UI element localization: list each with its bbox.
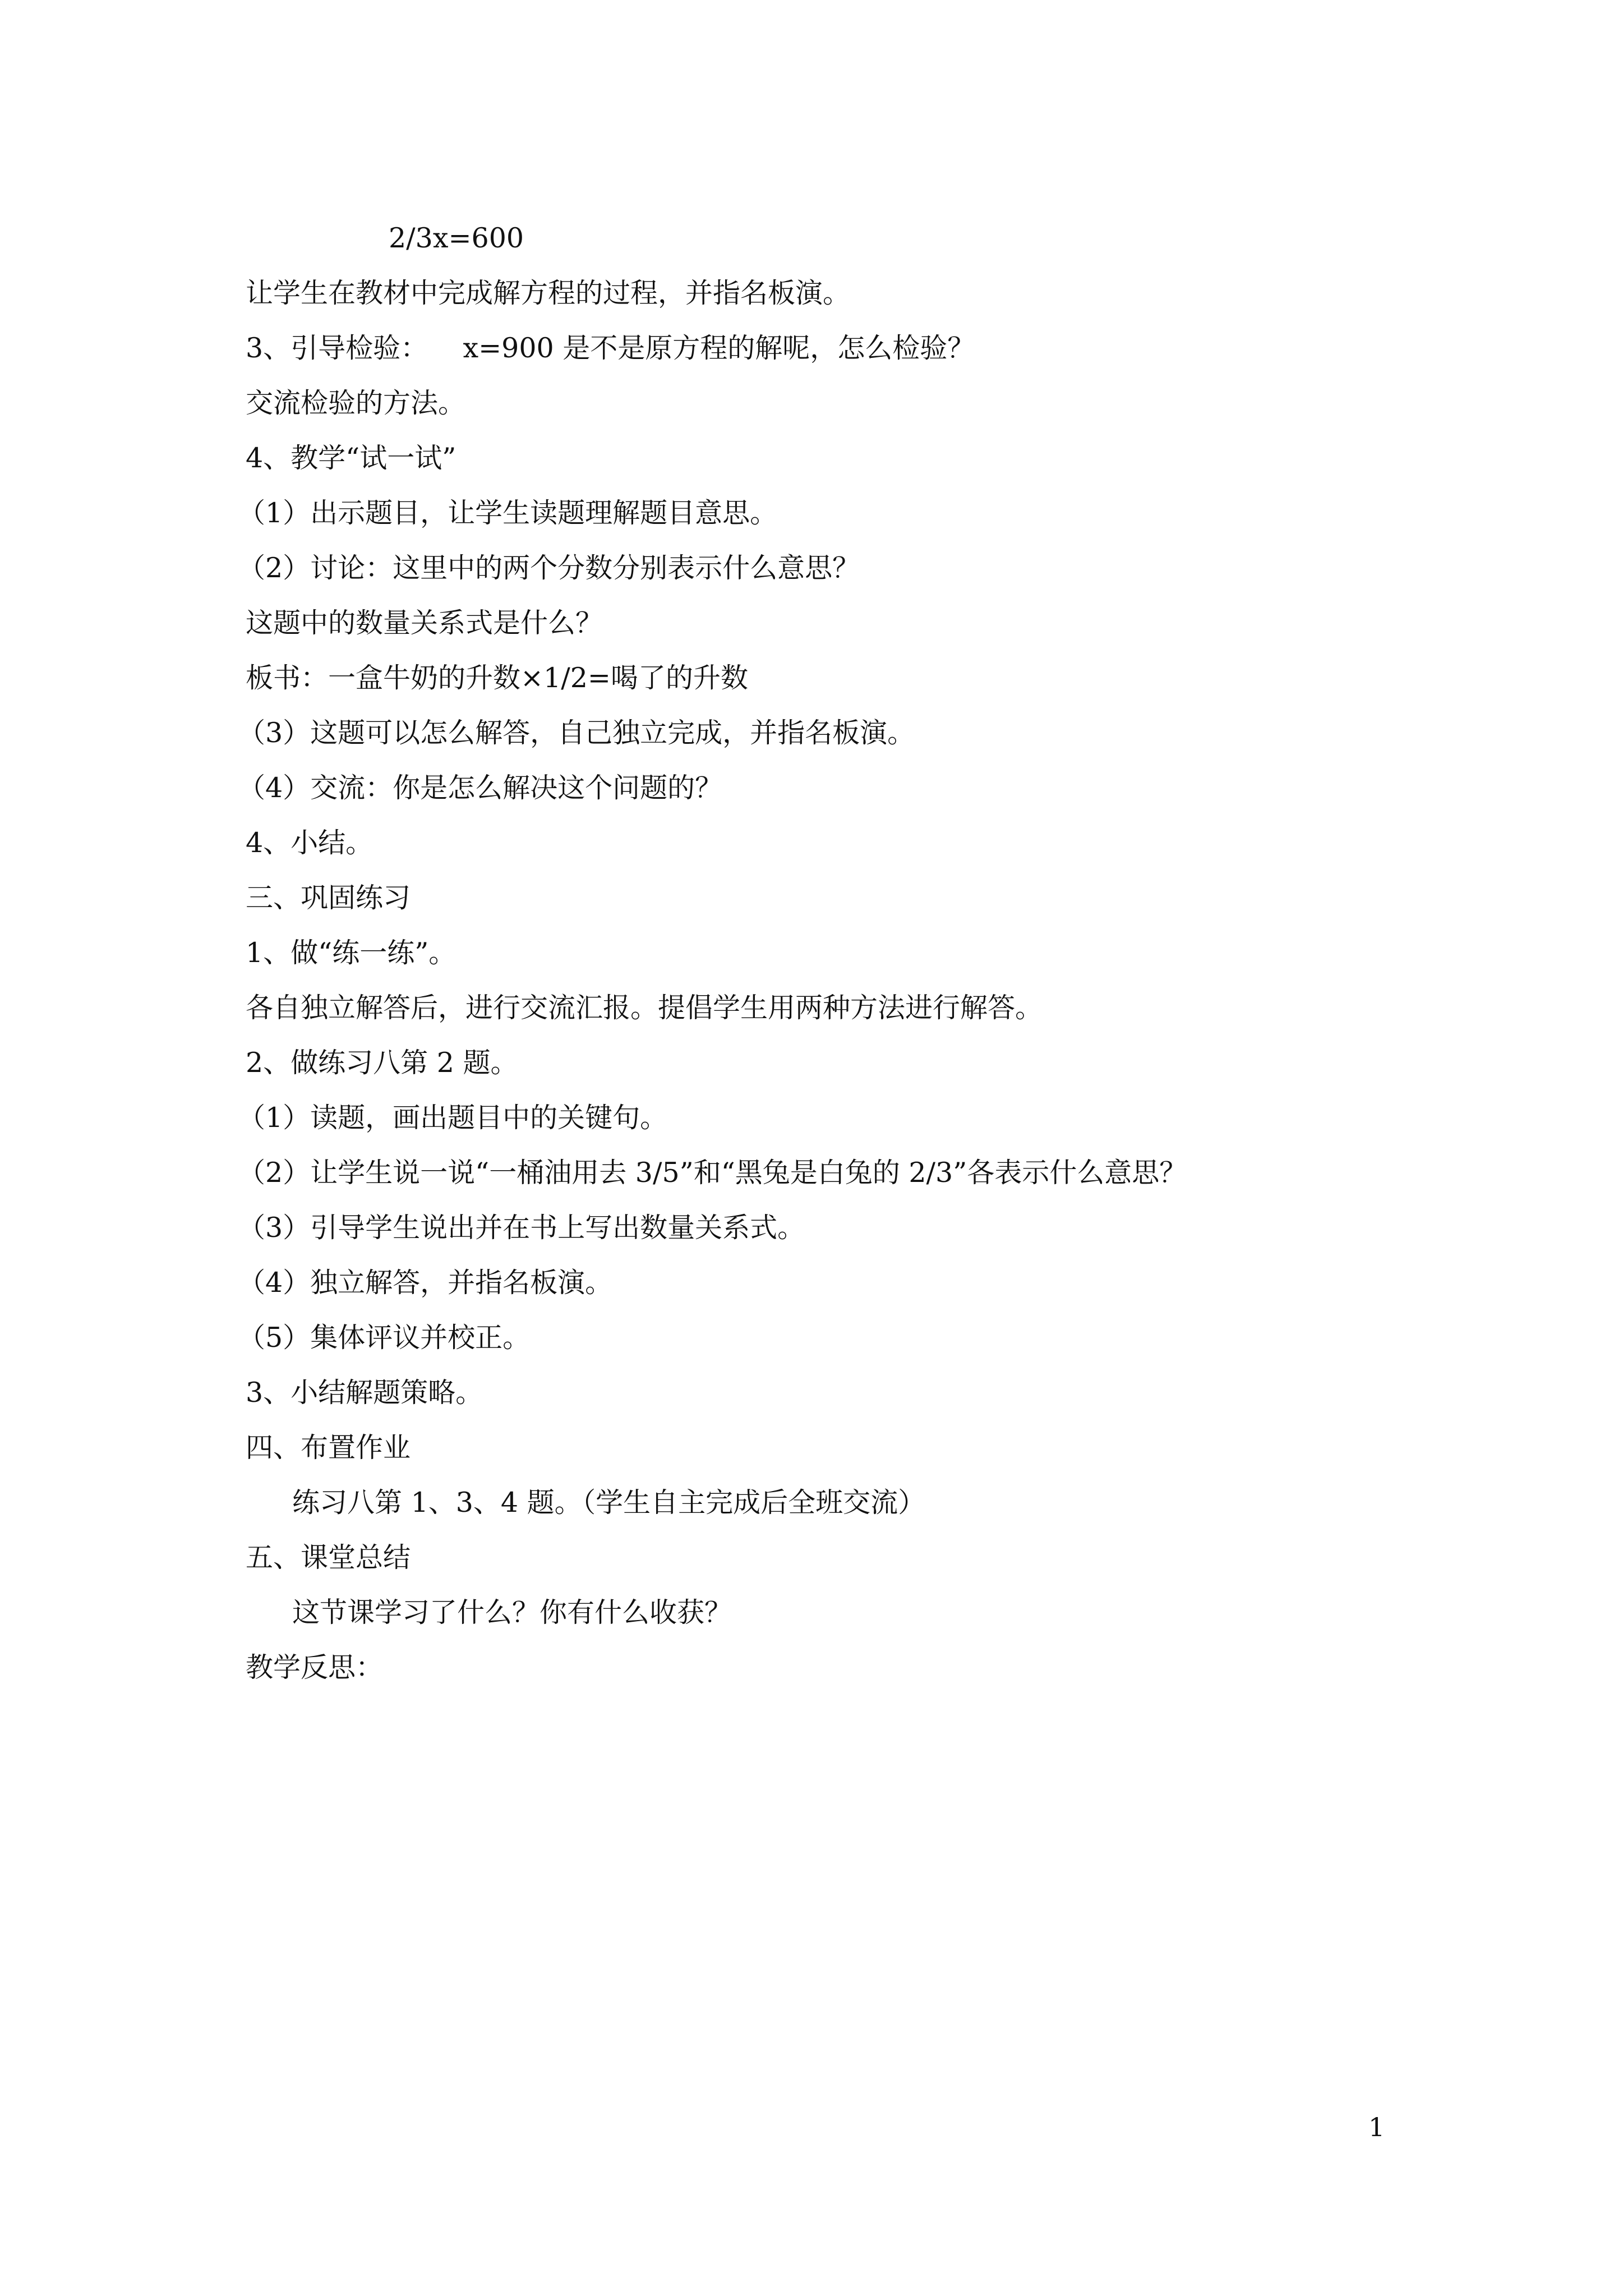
section-item: 4、小结。 <box>246 827 374 859</box>
text-line: 板书：一盒牛奶的升数×1/2=喝了的升数 <box>246 662 748 694</box>
text-line: （5）集体评议并校正。 <box>238 1322 531 1354</box>
text-line: （3）这题可以怎么解答，自己独立完成，并指名板演。 <box>238 717 915 749</box>
text-line: （3）引导学生说出并在书上写出数量关系式。 <box>238 1212 805 1244</box>
text-line: （4）独立解答，并指名板演。 <box>238 1267 613 1299</box>
text-line: （4）交流：你是怎么解决这个问题的？ <box>238 772 723 804</box>
section-item: 2、做练习八第 2 题。 <box>246 1047 518 1079</box>
text-line: 这节课学习了什么？你有什么收获？ <box>292 1596 732 1628</box>
text-line: （1）出示题目，让学生读题理解题目意思。 <box>238 497 778 529</box>
text-line: 3、引导检验： x=900 是不是原方程的解呢，怎么检验？ <box>246 332 975 364</box>
text-line: 交流检验的方法。 <box>246 387 466 419</box>
text-line: 各自独立解答后，进行交流汇报。提倡学生用两种方法进行解答。 <box>246 992 1043 1024</box>
text-line: （1）读题，画出题目中的关键句。 <box>238 1102 668 1134</box>
reflection-label: 教学反思： <box>246 1651 384 1683</box>
section-item: 4、教学“试一试” <box>246 442 457 474</box>
text-line: （2）讨论：这里中的两个分数分别表示什么意思？ <box>238 552 860 584</box>
equation-line: 2/3x=600 <box>389 222 524 254</box>
text-line: 让学生在教材中完成解方程的过程，并指名板演。 <box>246 277 851 309</box>
section-item: 3、小结解题策略。 <box>246 1377 483 1409</box>
document-body <box>238 211 1423 1695</box>
section-item: 1、做“练一练”。 <box>246 937 457 969</box>
section-heading: 三、巩固练习 <box>246 882 411 914</box>
page-number: 1 <box>1368 2112 1385 2142</box>
text-line: 这题中的数量关系式是什么？ <box>246 607 603 639</box>
text-line: （2）让学生说一说“一桶油用去 3/5”和“黑兔是白兔的 2/3”各表示什么意思？ <box>238 1157 1187 1189</box>
section-heading: 四、布置作业 <box>246 1432 411 1464</box>
section-heading: 五、课堂总结 <box>246 1542 411 1573</box>
text-line: 练习八第 1、3、4 题。（学生自主完成后全班交流） <box>292 1487 926 1519</box>
